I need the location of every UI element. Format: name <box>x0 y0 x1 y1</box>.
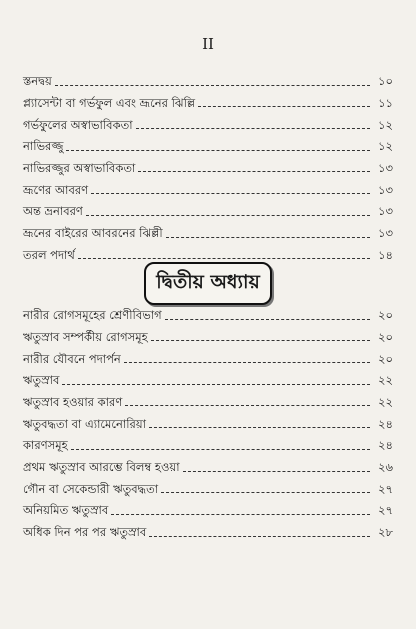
toc-entry-title: নারীর যৌবনে পদার্পন <box>23 351 121 366</box>
toc-entry-title: গৌন বা সেকেন্ডারী ঋতুবদ্ধতা <box>23 481 159 496</box>
toc-entry-title: প্রথম ঋতুস্রাব আরম্ভে বিলম্ব হওয়া <box>23 460 180 474</box>
dotted-leader <box>138 171 370 172</box>
toc-entry-page: ২০ <box>378 329 393 344</box>
dotted-leader <box>124 362 370 363</box>
toc-entry-title: অনিয়মিত ঋতুস্রাব <box>23 503 109 518</box>
toc-entry-page: ২৪ <box>378 438 393 453</box>
toc-entry-page: ২২ <box>378 394 393 409</box>
toc-entry-title: নাভিরজ্জু <box>23 139 64 154</box>
toc-entry-page: ১১ <box>378 95 393 110</box>
toc-entry-title: অধিক দিন পর পর ঋতুস্রাব <box>23 525 147 540</box>
dotted-leader <box>125 405 370 406</box>
toc-entry-title: ঋতুস্রাব হওয়ার কারণ <box>23 394 123 409</box>
toc-entry-title: ভ্রূণের আবরণ <box>23 182 89 197</box>
toc-entry <box>23 153 393 175</box>
dotted-leader <box>62 384 370 385</box>
dotted-leader <box>111 514 370 515</box>
toc-entry <box>23 322 393 344</box>
toc-entry-page: ১৩ <box>378 160 393 175</box>
dotted-leader <box>165 319 370 320</box>
toc-entry <box>23 300 393 322</box>
chapter-heading: দ্বিতীয় অধ্যায় <box>144 262 272 305</box>
dotted-leader <box>66 150 370 151</box>
toc-entry-title: স্তনদ্বয় <box>23 74 52 89</box>
toc-entry-page: ২০ <box>378 351 393 366</box>
toc-entry-page: ১৪ <box>378 247 393 262</box>
toc-entry-page: ২৭ <box>378 503 393 518</box>
toc-entry <box>23 343 393 365</box>
toc-entry <box>23 174 393 196</box>
dotted-leader <box>78 258 370 259</box>
toc-entry-title: ভ্রূনের বাইরের আবরনের ঝিল্লী <box>23 226 163 240</box>
toc-entry-title: গর্ভফুলের অস্বাভাবিকতা <box>23 117 133 132</box>
dotted-leader <box>166 237 370 238</box>
toc-entry <box>23 88 393 110</box>
toc-entry-page: ২৭ <box>378 481 393 496</box>
toc-entry <box>23 196 393 218</box>
toc-entry-title: নারীর রোগসমূহের শ্রেণীবিভাগ <box>23 308 162 323</box>
dotted-leader <box>91 193 370 194</box>
toc-entry-page: ২০ <box>378 308 393 323</box>
toc-entry-page: ১০ <box>378 74 393 89</box>
dotted-leader <box>86 215 370 216</box>
toc-entry-title: নাভিরজ্জুর অস্বাভাবিকতা <box>23 160 136 175</box>
chapter-heading-box <box>0 262 416 305</box>
dotted-leader <box>55 85 370 86</box>
toc-entry-title: কারণসমূহ <box>23 438 68 453</box>
toc-entry <box>23 365 393 387</box>
toc-entry-page: ২২ <box>378 373 393 388</box>
toc-entry-page: ১৩ <box>378 204 393 219</box>
toc-entry <box>23 517 393 539</box>
toc-entry-title: ঋতুস্রাব <box>23 373 60 388</box>
dotted-leader <box>149 427 370 428</box>
toc-entry <box>23 131 393 153</box>
toc-entry <box>23 430 393 452</box>
toc-entry-page: ১৩ <box>378 226 393 240</box>
dotted-leader <box>151 340 370 341</box>
toc-entry <box>23 495 393 517</box>
toc-entry-page: ২৪ <box>378 416 393 431</box>
page-number: II <box>202 35 214 53</box>
toc-entry <box>23 240 393 262</box>
dotted-leader <box>136 128 370 129</box>
toc-entry-page: ২৬ <box>378 460 393 474</box>
dotted-leader <box>198 106 370 107</box>
toc-entry-title: তরল পদার্থ <box>23 247 75 262</box>
toc-entry <box>23 66 393 88</box>
toc-section-two <box>23 300 393 539</box>
toc-section-one <box>23 66 393 261</box>
toc-entry-title: অন্ত ভ্রনাবরণ <box>23 204 83 219</box>
dotted-leader <box>71 449 370 450</box>
toc-entry-title: ঋতুস্রাব সম্পর্কীয় রোগসমূহ <box>23 329 148 344</box>
toc-entry <box>23 109 393 131</box>
toc-entry <box>23 408 393 430</box>
toc-entry <box>23 387 393 409</box>
dotted-leader <box>149 536 370 537</box>
toc-entry-title: প্ল্যাসেন্টা বা গর্ভফুল এবং ভ্রূনের ঝিল্লি <box>23 95 196 110</box>
toc-entry-title: ঋতুবদ্ধতা বা এ্যামেনোরিয়া <box>23 416 146 431</box>
toc-entry-page: ১৩ <box>378 182 393 197</box>
toc-entry-page: ১২ <box>378 139 393 154</box>
dotted-leader <box>161 492 370 493</box>
toc-entry-page: ১২ <box>378 117 393 132</box>
toc-entry <box>23 218 393 240</box>
toc-entry <box>23 452 393 474</box>
dotted-leader <box>183 471 370 472</box>
toc-entry-page: ২৮ <box>378 525 393 540</box>
toc-entry <box>23 474 393 496</box>
